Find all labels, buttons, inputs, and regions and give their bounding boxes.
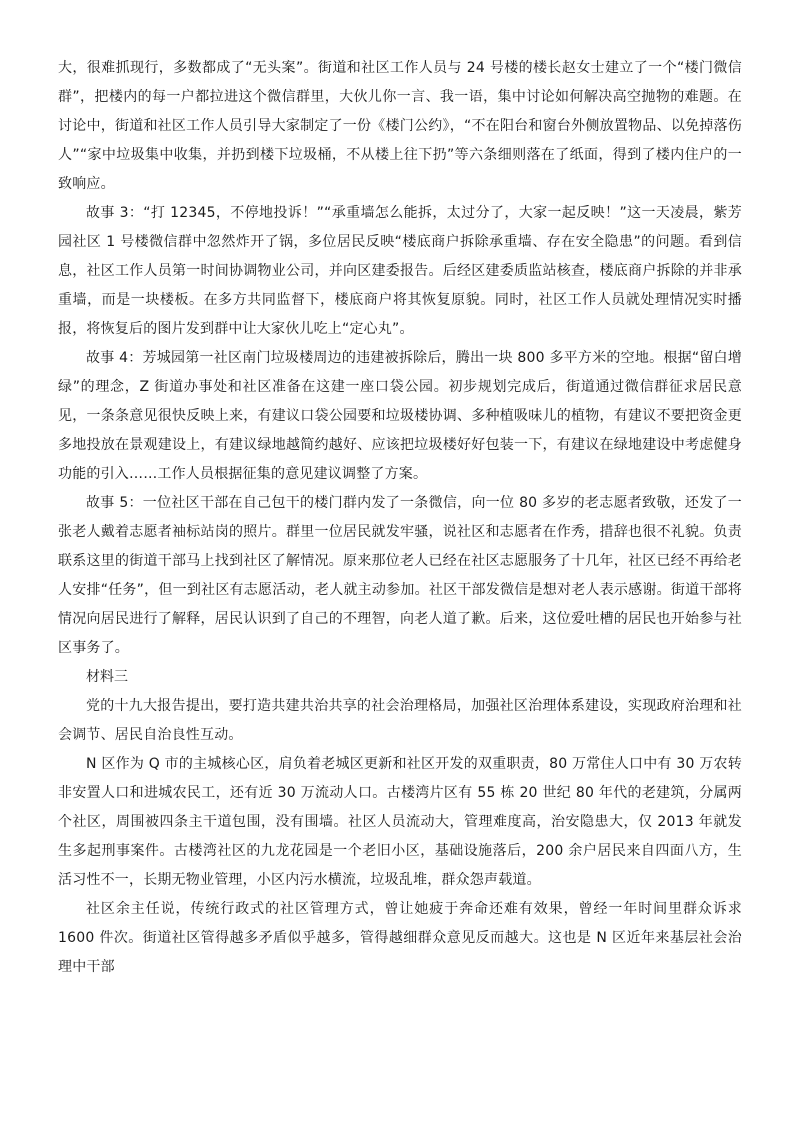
- paragraph-director-yu: 社区余主任说，传统行政式的社区管理方式，曾让她疲于奔命还难有效果，曾经一年时间里群众诉求 1600 件次。街道社区管得越多矛盾似乎越多，管得越细群众意见反而越大。这也是 N 区近年来基层社会治理中干部: [58, 901, 742, 975]
- paragraph-story-2-continued: 大，很难抓现行，多数都成了“无头案”。街道和社区工作人员与 24 号楼的楼长赵女士建立了一个“楼门微信群”，把楼内的每一户都拉进这个微信群里，大伙儿你一言、我一语，集中讨论如何解决高空抛物的难题。在讨论中，街道和社区工作人员引导大家制定了一份《楼门公约》，“不在阳台和窗台外侧放置物品、以免掉落伤人”“家中垃圾集中收集，并扔到楼下垃圾桶，不从楼上往下扔”等六条细则落在了纸面，得到了楼内住户的一致响应。: [58, 60, 742, 192]
- paragraph-story-4: 故事 4：芳城园第一社区南门垃圾楼周边的违建被拆除后，腾出一块 800 多平方米的空地。根据“留白增绿”的理念，Z 街道办事处和社区准备在这建一座口袋公园。初步规划完成后，街道通过微信群征求居民意见，一条条意见很快反映上来，有建议口袋公园要和垃圾楼协调、多种植吸味儿的植物，有建议不要把资金更多地投放在景观建设上，有建议绿地越简约越好、应该把垃圾楼好好包装一下，有建议在绿地建设中考虑健身功能的引入……工作人员根据征集的意见建议调整了方案。: [58, 350, 742, 482]
- section-heading-material-3: 材料三: [86, 669, 128, 685]
- paragraph-material-3-intro: 党的十九大报告提出，要打造共建共治共享的社会治理格局，加强社区治理体系建设，实现政府治理和社会调节、居民自治良性互动。: [58, 698, 742, 743]
- document-page: [58, 54, 742, 982]
- paragraph-n-district: N 区作为 Q 市的主城核心区，肩负着老城区更新和社区开发的双重职责，80 万常住人口中有 30 万农转非安置人口和进城农民工，还有近 30 万流动人口。古楼湾片区有 55 栋 20 世纪 80 年代的老建筑，分属两个社区，周围被四条主干道包围，没有围墙。社区人员流动大，管理难度高，治安隐患大，仅 2013 年就发生多起刑事案件。古楼湾社区的九龙花园是一个老旧小区，基础设施落后，200 余户居民来自四面八方，生活习性不一，长期无物业管理，小区内污水横流，垃圾乱堆，群众怨声载道。: [58, 756, 742, 888]
- paragraph-story-3: 故事 3：“打 12345，不停地投诉！”“承重墙怎么能拆，太过分了，大家一起反映！”这一天凌晨，紫芳园社区 1 号楼微信群中忽然炸开了锅，多位居民反映“楼底商户拆除承重墙、存在安全隐患”的问题。看到信息，社区工作人员第一时间协调物业公司，并向区建委报告。后经区建委质监站核查，楼底商户拆除的并非承重墙，而是一块楼板。在多方共同监督下，楼底商户将其恢复原貌。同时，社区工作人员就处理情况实时播报，将恢复后的图片发到群中让大家伙儿吃上“定心丸”。: [58, 205, 742, 337]
- paragraph-story-5: 故事 5：一位社区干部在自己包干的楼门群内发了一条微信，向一位 80 多岁的老志愿者致敬，还发了一张老人戴着志愿者袖标站岗的照片。群里一位居民就发牢骚，说社区和志愿者在作秀，措辞也很不礼貌。负责联系这里的街道干部马上找到社区了解情况。原来那位老人已经在社区志愿服务了十几年，社区已经不再给老人安排“任务”，但一到社区有志愿活动，老人就主动参加。社区干部发微信是想对老人表示感谢。街道干部将情况向居民进行了解释，居民认识到了自己的不理智，向老人道了歉。后来，这位爱吐槽的居民也开始参与社区事务了。: [58, 495, 742, 656]
